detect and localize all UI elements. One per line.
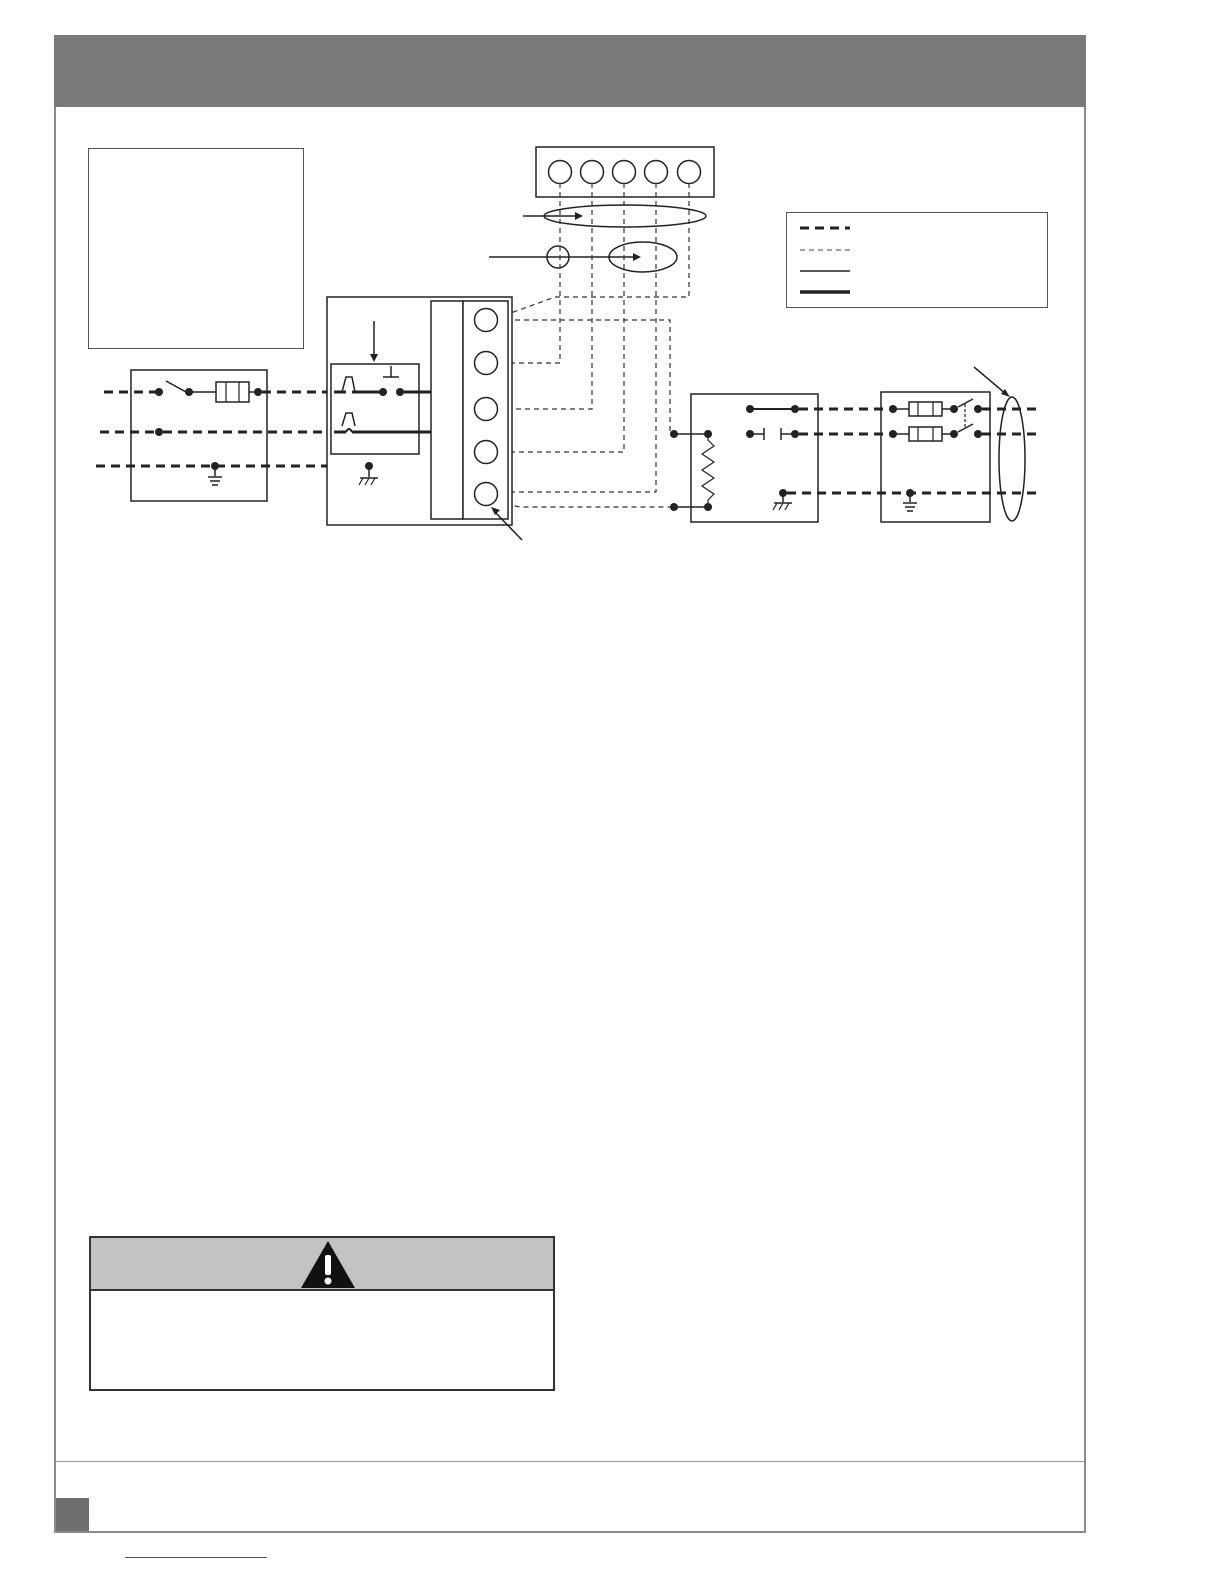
warning-triangle-icon xyxy=(296,1238,356,1290)
control-panel xyxy=(327,297,522,540)
control-wires xyxy=(497,183,689,507)
left-disconnect-box xyxy=(96,370,366,501)
strip-callouts xyxy=(489,205,706,272)
warning-header xyxy=(91,1238,553,1291)
footer-link-underline[interactable] xyxy=(125,1557,267,1558)
outdoor-unit-box xyxy=(670,394,818,522)
warning-box xyxy=(89,1236,555,1391)
page-number-tab xyxy=(56,1498,89,1531)
top-terminal-strip xyxy=(536,147,714,197)
footer-rule xyxy=(56,1461,1084,1462)
right-disconnect-box xyxy=(787,367,1036,522)
